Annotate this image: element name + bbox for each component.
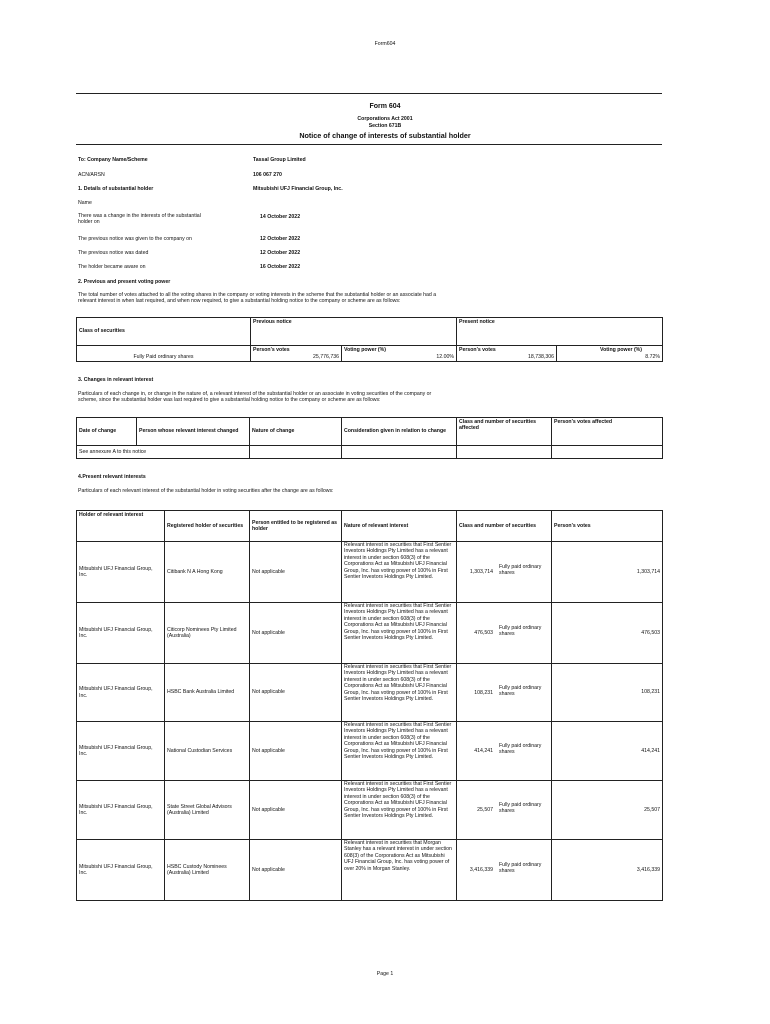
empty-cell <box>552 446 663 459</box>
interest-rows <box>77 542 663 901</box>
act-title: Corporations Act 2001 <box>357 116 413 122</box>
entitled-person-cell: Not applicable <box>250 722 342 781</box>
holder-cell: Mitsubishi UFJ Financial Group, Inc. <box>77 603 165 664</box>
class-number-cell <box>457 722 552 781</box>
title-bottom-rule <box>76 144 662 145</box>
entitled-person-cell: Not applicable <box>250 840 342 901</box>
entitled-person-header: Person entitled to be registered as holder <box>250 511 342 542</box>
interest-row <box>77 542 663 603</box>
votes-cell: 25,507 <box>552 781 663 840</box>
class-number-cell <box>457 603 552 664</box>
class-of-securities-header: Class of securities <box>77 318 251 346</box>
section2-heading: 2. Previous and present voting power <box>78 279 171 285</box>
holder-name-value: Mitsubishi UFJ Financial Group, Inc. <box>253 186 343 192</box>
votes-cell: 476,503 <box>552 603 663 664</box>
securities-class: Fully paid ordinary shares <box>499 564 542 577</box>
votes-affected-header: Person's votes affected <box>552 418 663 446</box>
interest-row <box>77 603 663 664</box>
nature-of-interest-cell: Relevant interest in securities that First Sentier Investors Holdings Pty Limited has a relevant interest in under section 608(3) of the Corporations Act as Mitsubishi UFJ Financial Group, Inc. has voting power of 100% in First Sentier Investors Holdings Pty Limited. <box>342 603 457 664</box>
registered-holder-cell: Citicorp Nominees Pty Limited (Australia) <box>165 603 250 664</box>
persons-votes-header: Person's votes <box>552 511 663 542</box>
consideration-header: Consideration given in relation to change <box>342 418 457 446</box>
nature-of-interest-header: Nature of relevant interest <box>342 511 457 542</box>
securities-number: 476,503 <box>474 630 493 636</box>
empty-cell <box>457 446 552 459</box>
previous-votes-header: Person's votes <box>253 347 290 354</box>
securities-class: Fully paid ordinary shares <box>499 625 542 638</box>
holder-cell: Mitsubishi UFJ Financial Group, Inc. <box>77 542 165 603</box>
present-votes-header: Person's votes <box>459 347 496 354</box>
empty-cell <box>342 446 457 459</box>
registered-holder-cell: Citibank N A Hong Kong <box>165 542 250 603</box>
interest-row <box>77 722 663 781</box>
present-votes-cell <box>457 346 557 362</box>
securities-number: 1,303,714 <box>469 569 493 575</box>
entitled-person-cell: Not applicable <box>250 664 342 722</box>
class-number-cell <box>457 781 552 840</box>
present-power-header: Voting power (%) <box>600 347 643 354</box>
name-label: Name <box>78 200 92 206</box>
class-number-header: Class and number of securities <box>457 511 552 542</box>
title-top-rule <box>76 93 662 94</box>
form-title: Form 604 <box>369 103 401 110</box>
class-number-cell <box>457 664 552 722</box>
votes-cell: 1,303,714 <box>552 542 663 603</box>
entitled-person-cell: Not applicable <box>250 542 342 603</box>
previous-votes-cell <box>251 346 342 362</box>
present-votes-value: 18,738,306 <box>528 353 555 360</box>
empty-cell <box>250 446 342 459</box>
registered-holder-cell: HSBC Custody Nominees (Australia) Limited <box>165 840 250 901</box>
securities-number: 25,507 <box>477 807 493 813</box>
votes-cell: 414,241 <box>552 722 663 781</box>
previous-notice-header: Previous notice <box>251 318 457 346</box>
change-date-label: There was a change in the interests of the substantial holder on <box>78 213 201 226</box>
interest-row <box>77 781 663 840</box>
votes-cell: 3,416,339 <box>552 840 663 901</box>
holder-cell: Mitsubishi UFJ Financial Group, Inc. <box>77 722 165 781</box>
securities-class: Fully paid ordinary shares <box>499 862 542 875</box>
nature-of-interest-cell: Relevant interest in securities that Morgan Stanley has a relevant interest in under section 608(3) of the Corporations Act as Mitsubishi UFJ Financial Group, Inc. has voting power of over 20% in Morgan Stanley. <box>342 840 457 901</box>
section3-heading: 3. Changes in relevant interest <box>78 377 154 383</box>
class-number-cell <box>457 542 552 603</box>
date-of-change-header: Date of change <box>77 418 137 446</box>
to-company-value: Tassal Group Limited <box>253 157 306 163</box>
page-number: Page 1 <box>376 971 394 977</box>
interest-row <box>77 840 663 901</box>
changes-table <box>76 417 663 459</box>
section-ref: Section 671B <box>368 123 402 129</box>
securities-number: 108,231 <box>474 689 493 696</box>
present-power-cell <box>557 346 663 362</box>
previous-notice-given-label: The previous notice was given to the company on <box>78 236 192 242</box>
previous-notice-dated-label: The previous notice was dated <box>78 250 149 256</box>
securities-number: 414,241 <box>474 748 493 754</box>
entitled-person-cell: Not applicable <box>250 781 342 840</box>
entitled-person-cell: Not applicable <box>250 603 342 664</box>
change-date-value: 14 October 2022 <box>260 214 301 220</box>
holder-cell: Mitsubishi UFJ Financial Group, Inc. <box>77 664 165 722</box>
section3-text: Particulars of each change in, or change in the nature of, a relevant interest of the substantial holder or an associate in voting securities of the company or scheme, since the substantial holder was last required to give a substantial holding notice to the company or scheme are as follows: <box>78 391 432 404</box>
registered-holder-header: Registered holder of securities <box>165 511 250 542</box>
holder-cell: Mitsubishi UFJ Financial Group, Inc. <box>77 840 165 901</box>
voting-power-table <box>76 317 663 362</box>
previous-votes-value: 25,776,736 <box>313 353 339 360</box>
previous-power-value: 12.00% <box>436 353 455 360</box>
section1-heading: 1. Details of substantial holder <box>78 186 154 192</box>
nature-of-interest-cell: Relevant interest in securities that First Sentier Investors Holdings Pty Limited has a relevant interest in under section 608(3) of the Corporations Act as Mitsubishi UFJ Financial Group, Inc. has voting power of 100% in First Sentier Investors Holdings Pty Limited. <box>342 781 457 840</box>
previous-notice-dated-value: 12 October 2022 <box>260 250 301 256</box>
to-company-label: To: Company Name/Scheme <box>78 157 148 163</box>
interest-row <box>77 664 663 722</box>
previous-power-cell <box>342 346 457 362</box>
votes-cell: 108,231 <box>552 664 663 722</box>
person-changed-header: Person whose relevant interest changed <box>137 418 250 446</box>
nature-of-interest-cell: Relevant interest in securities that First Sentier Investors Holdings Pty Limited has a relevant interest in under section 608(3) of the Corporations Act as Mitsubishi UFJ Financial Group, Inc. has voting power of 100% in First Sentier Investors Holdings Pty Limited. <box>342 722 457 781</box>
previous-power-header: Voting power (%) <box>344 347 386 354</box>
class-number-affected-header: Class and number of securities affected <box>457 418 552 446</box>
nature-of-change-header: Nature of change <box>250 418 342 446</box>
notice-title: Notice of change of interests of substantial holder <box>299 131 471 140</box>
securities-class: Fully paid ordinary shares <box>499 802 542 815</box>
securities-number: 3,416,339 <box>469 867 493 873</box>
section4-text: Particulars of each relevant interest of the substantial holder in voting securities after the change are as follows: <box>78 488 334 494</box>
section2-text: The total number of votes attached to all the voting shares in the company or voting interests in the scheme that the substantial holder or an associate had a relevant interest in when last required, and when now required, to give a substantial holding notice to the company or scheme are as follows: <box>78 292 437 305</box>
became-aware-value: 16 October 2022 <box>260 264 301 270</box>
voting-class-cell: Fully Paid ordinary shares <box>77 346 251 362</box>
present-power-value: 8.72% <box>645 353 661 360</box>
annexure-reference-cell: See annexure A to this notice <box>77 446 250 459</box>
page-header-label: Form604 <box>374 41 396 47</box>
holder-cell: Mitsubishi UFJ Financial Group, Inc. <box>77 781 165 840</box>
became-aware-label: The holder became aware on <box>78 264 146 270</box>
holder-header: Holder of relevant interest <box>77 511 165 542</box>
present-notice-header: Present notice <box>457 318 663 346</box>
class-number-cell <box>457 840 552 901</box>
relevant-interests-table <box>76 510 663 901</box>
nature-of-interest-cell: Relevant interest in securities that First Sentier Investors Holdings Pty Limited has a relevant interest in under section 608(3) of the Corporations Act as Mitsubishi UFJ Financial Group, Inc. has voting power of 100% in First Sentier Investors Holdings Pty Limited. <box>342 664 457 722</box>
acn-label: ACN/ARSN <box>78 172 105 178</box>
registered-holder-cell: National Custodian Services <box>165 722 250 781</box>
section4-heading: 4.Present relevant interests <box>78 474 146 480</box>
securities-class: Fully paid ordinary shares <box>499 684 542 697</box>
registered-holder-cell: HSBC Bank Australia Limited <box>165 664 250 722</box>
previous-notice-given-value: 12 October 2022 <box>260 236 301 242</box>
nature-of-interest-cell: Relevant interest in securities that First Sentier Investors Holdings Pty Limited has a relevant interest in under section 608(3) of the Corporations Act as Mitsubishi UFJ Financial Group, Inc. has voting power of 100% in First Sentier Investors Holdings Pty Limited. <box>342 542 457 603</box>
registered-holder-cell: State Street Global Advisors (Australia) Limited <box>165 781 250 840</box>
acn-value: 106 067 270 <box>253 172 282 178</box>
securities-class: Fully paid ordinary shares <box>499 743 542 756</box>
